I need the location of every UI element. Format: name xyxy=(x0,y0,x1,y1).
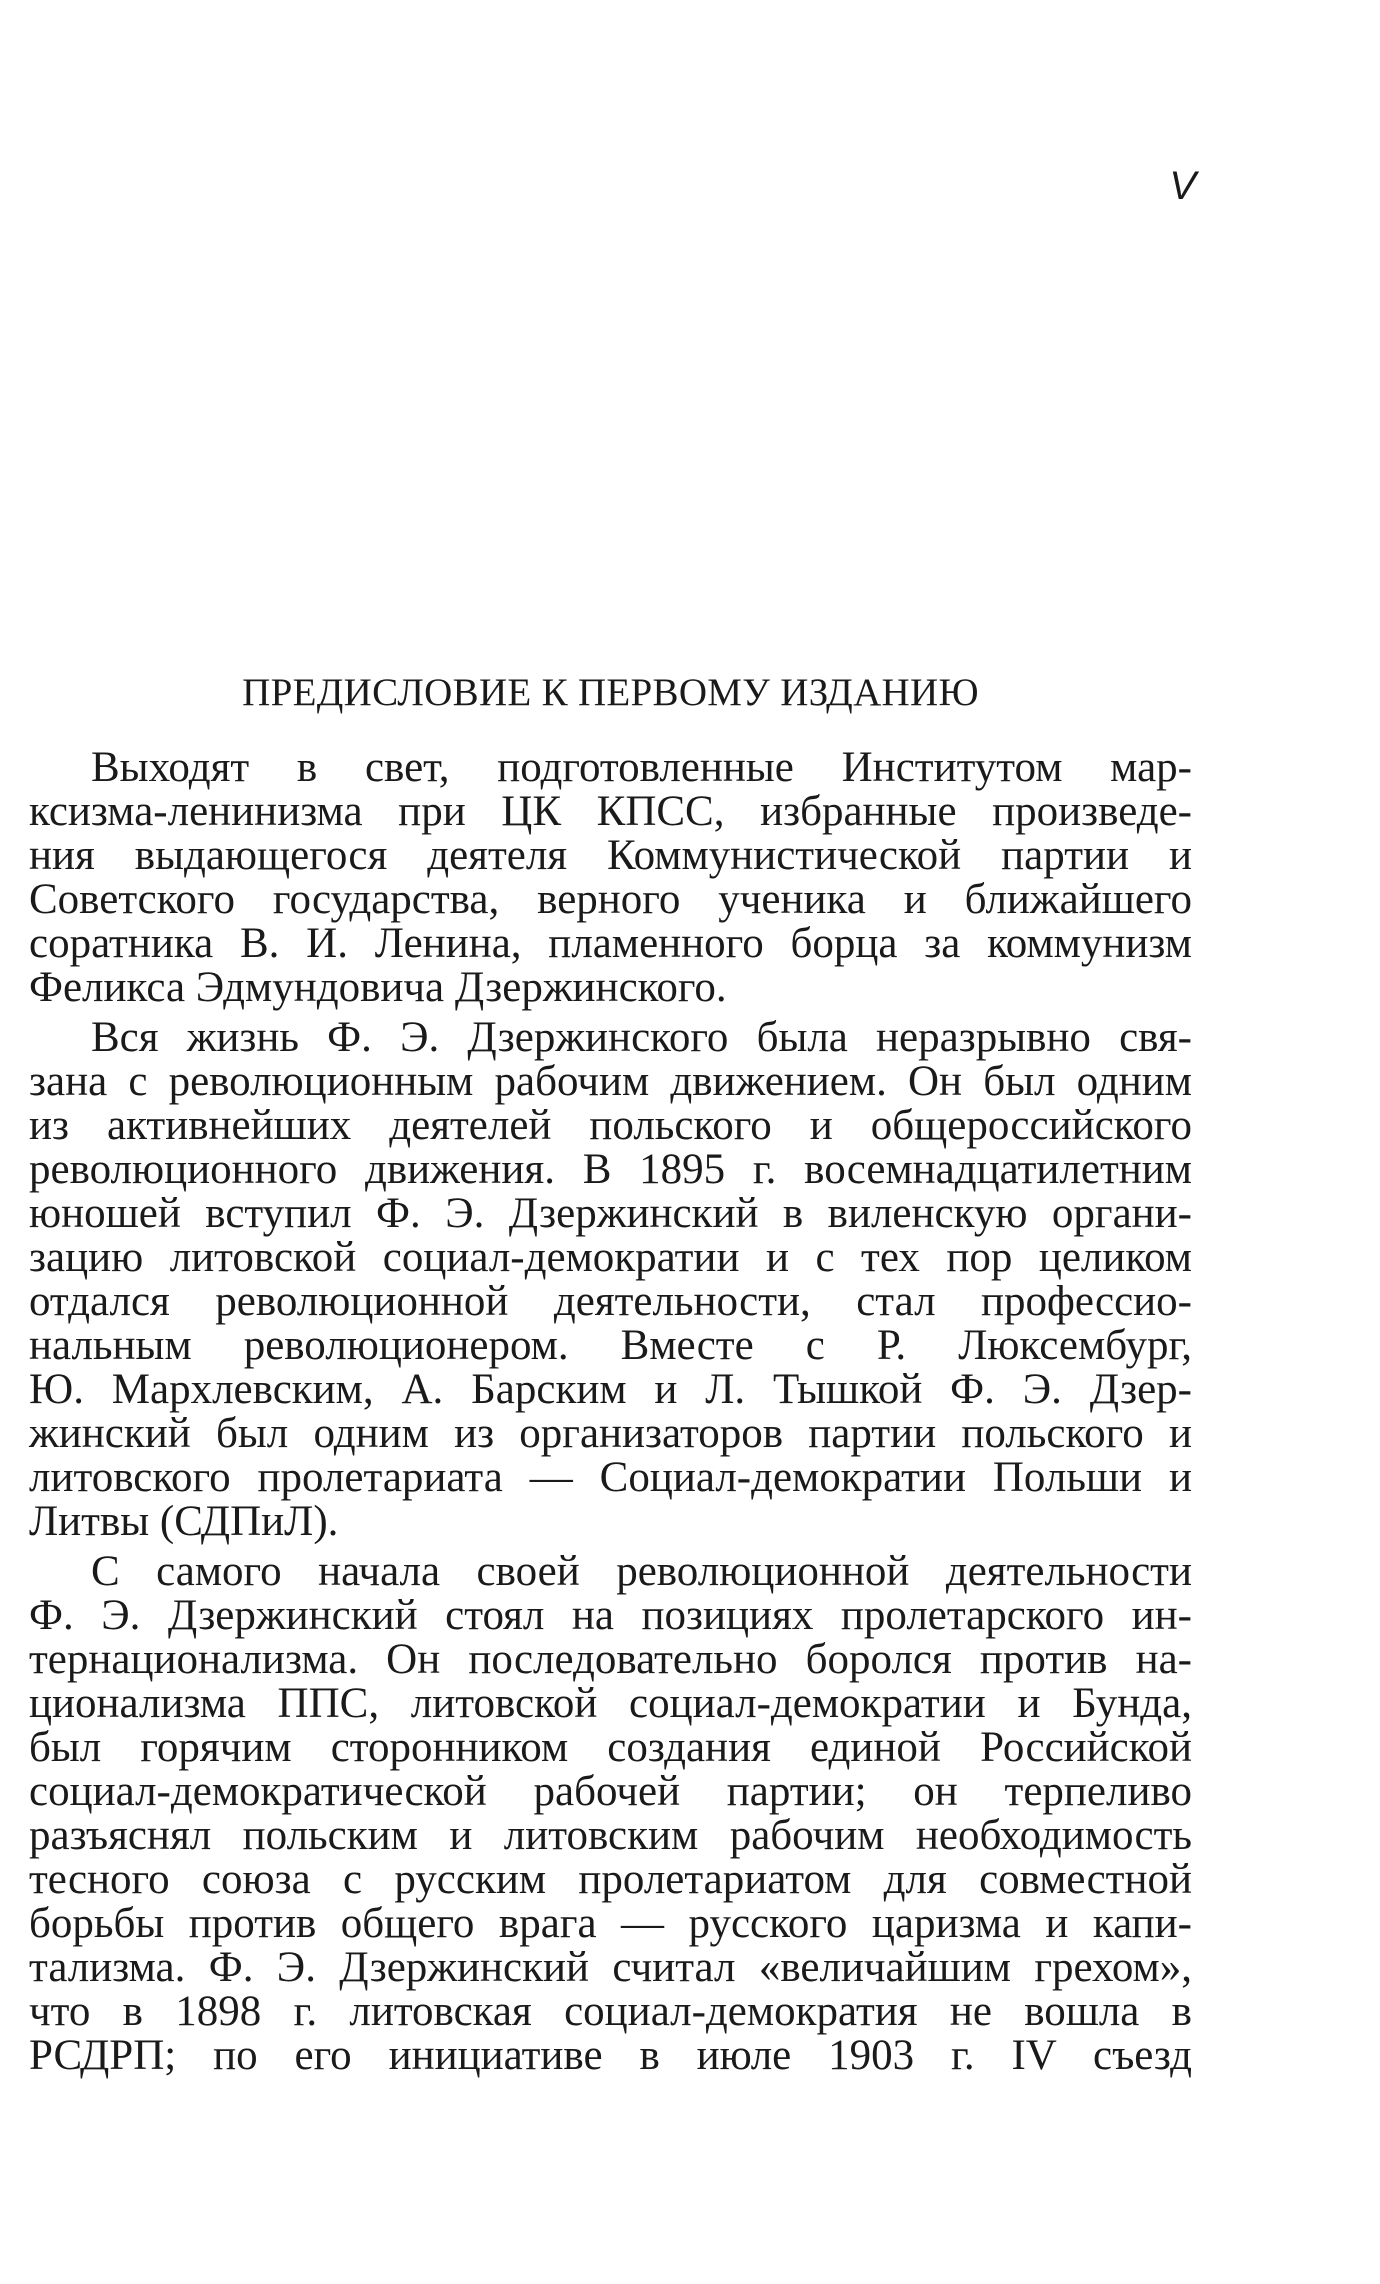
body-text xyxy=(29,746,1192,2078)
text-line: нальным революционером. Вместе с Р. Люксембург, xyxy=(29,1322,1192,1369)
text-line: тесного союза с русским пролетариатом для совместной xyxy=(29,1856,1192,1903)
text-line: социал-демократической рабочей партии; он терпеливо xyxy=(29,1768,1192,1815)
text-line: Ю. Мархлевским, А. Барским и Л. Тышкой Ф. Э. Дзер- xyxy=(29,1366,1192,1413)
text-line: революционного движения. В 1895 г. восемнадцатилетним xyxy=(29,1146,1192,1193)
text-line: Феликса Эдмундовича Дзержинского. xyxy=(29,964,727,1011)
text-line: зацию литовской социал-демократии и с тех пор целиком xyxy=(29,1234,1192,1281)
text-line: зана с революционным рабочим движением. Он был одним xyxy=(29,1058,1192,1105)
section-title: ПРЕДИСЛОВИЕ К ПЕРВОМУ ИЗДАНИЮ xyxy=(242,671,979,714)
text-line: Литвы (СДПиЛ). xyxy=(29,1498,339,1545)
text-line: отдался революционной деятельности, стал профессио- xyxy=(29,1278,1192,1325)
text-line: борьбы против общего врага — русского царизма и капи- xyxy=(29,1900,1192,1947)
text-line: из активнейших деятелей польского и общероссийского xyxy=(29,1102,1192,1149)
text-line: Ф. Э. Дзержинский стоял на позициях пролетарского ин- xyxy=(29,1592,1192,1639)
paragraph xyxy=(29,1550,1192,2078)
text-line: что в 1898 г. литовская социал-демократия не вошла в xyxy=(29,1988,1192,2035)
text-line: соратника В. И. Ленина, пламенного борца за коммунизм xyxy=(29,920,1192,967)
page-number: V xyxy=(1169,164,1196,208)
text-line: ционализма ППС, литовской социал-демократии и Бунда, xyxy=(29,1680,1192,1727)
text-line: Советского государства, верного ученика и ближайшего xyxy=(29,876,1192,923)
text-line: тализма. Ф. Э. Дзержинский считал «величайшим грехом», xyxy=(29,1944,1192,1991)
text-line: С самого начала своей революционной деятельности xyxy=(91,1548,1192,1595)
text-line: Вся жизнь Ф. Э. Дзержинского была неразрывно свя- xyxy=(91,1014,1192,1061)
paragraph xyxy=(29,746,1192,1010)
text-line: жинский был одним из организаторов партии польского и xyxy=(29,1410,1192,1457)
text-line: тернационализма. Он последовательно боролся против на- xyxy=(29,1636,1192,1683)
text-line: ния выдающегося деятеля Коммунистической партии и xyxy=(29,832,1192,879)
text-line: РСДРП; по его инициативе в июле 1903 г. IV съезд xyxy=(29,2032,1192,2079)
text-line: был горячим сторонником создания единой Российской xyxy=(29,1724,1192,1771)
paragraph xyxy=(29,1016,1192,1544)
text-line: литовского пролетариата — Социал-демократии Польши и xyxy=(29,1454,1192,1501)
text-line: разъяснял польским и литовским рабочим необходимость xyxy=(29,1812,1192,1859)
text-line: Выходят в свет, подготовленные Институтом мар- xyxy=(91,744,1192,791)
text-line: ксизма-ленинизма при ЦК КПСС, избранные произведе- xyxy=(29,788,1192,835)
text-line: юношей вступил Ф. Э. Дзержинский в виленскую органи- xyxy=(29,1190,1192,1237)
